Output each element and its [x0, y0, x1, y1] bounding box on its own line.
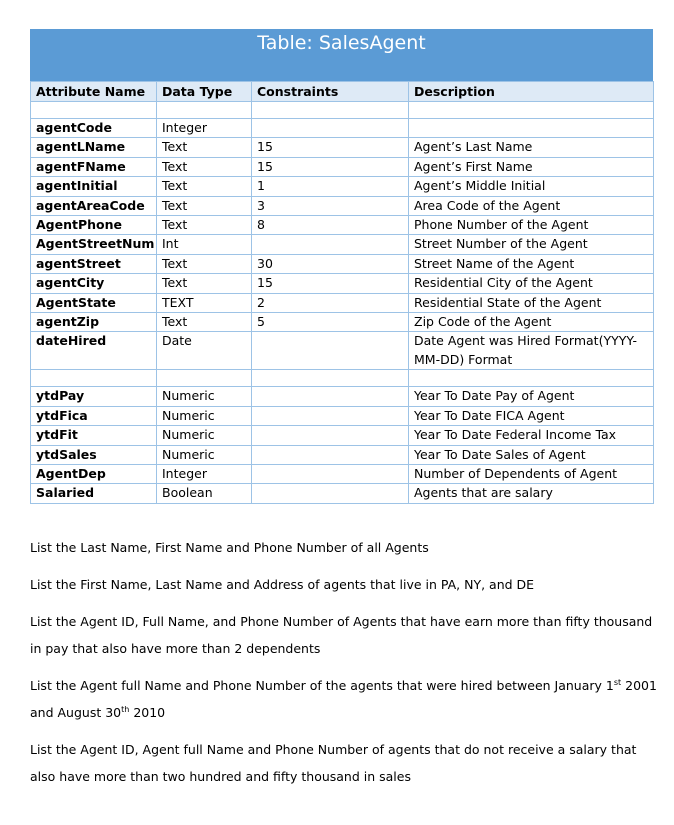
attribute-name-cell: agentLName — [31, 138, 157, 157]
constraint-cell: 1 — [252, 177, 409, 196]
description-cell: Residential State of the Agent — [409, 293, 654, 312]
description-cell: Agent’s First Name — [409, 157, 654, 176]
description-cell: Residential City of the Agent — [409, 274, 654, 293]
table-row — [31, 119, 654, 138]
data-type-cell: Text — [157, 313, 252, 332]
attribute-name-cell: Salaried — [31, 484, 157, 503]
constraint-cell — [252, 464, 409, 483]
spacer-cell — [409, 370, 654, 387]
description-cell: Street Number of the Agent — [409, 235, 654, 254]
constraint-cell: 8 — [252, 216, 409, 235]
spacer-cell — [157, 102, 252, 119]
data-type-cell: Date — [157, 332, 252, 370]
attribute-name-cell: agentCode — [31, 119, 157, 138]
description-cell: Date Agent was Hired Format(YYYY-MM-DD) Format — [409, 332, 654, 370]
attribute-name-cell: AgentStreetNum — [31, 235, 157, 254]
description-cell: Agents that are salary — [409, 484, 654, 503]
attribute-name-cell: AgentDep — [31, 464, 157, 483]
constraint-cell: 5 — [252, 313, 409, 332]
question-2: List the First Name, Last Name and Address of agents that live in PA, NY, and DE — [30, 577, 535, 592]
spacer-cell — [157, 370, 252, 387]
question-4-sup-2: th — [121, 704, 130, 714]
attribute-name-cell: ytdFit — [31, 426, 157, 445]
table-row — [31, 177, 654, 196]
attribute-name-cell: agentStreet — [31, 254, 157, 273]
spacer-row — [31, 102, 654, 119]
question-4-text-b: 2001 and August 30 — [30, 678, 657, 720]
data-type-cell: Integer — [157, 119, 252, 138]
schema-table — [30, 81, 654, 504]
description-cell: Street Name of the Agent — [409, 254, 654, 273]
header-data-type: Data Type — [157, 82, 252, 102]
attribute-name-cell: AgentPhone — [31, 216, 157, 235]
constraint-cell — [252, 235, 409, 254]
constraint-cell: 15 — [252, 157, 409, 176]
table-title: Table: SalesAgent — [30, 29, 653, 81]
attribute-name-cell: ytdFica — [31, 406, 157, 425]
data-type-cell: Integer — [157, 464, 252, 483]
table-row — [31, 464, 654, 483]
data-type-cell: Numeric — [157, 406, 252, 425]
constraint-cell — [252, 119, 409, 138]
table-row — [31, 484, 654, 503]
table-row — [31, 254, 654, 273]
attribute-name-cell: agentInitial — [31, 177, 157, 196]
attribute-name-cell: agentFName — [31, 157, 157, 176]
table-row — [31, 313, 654, 332]
spacer-cell — [31, 370, 157, 387]
attribute-name-cell: agentZip — [31, 313, 157, 332]
description-cell: Year To Date FICA Agent — [409, 406, 654, 425]
constraint-cell: 2 — [252, 293, 409, 312]
header-description: Description — [409, 82, 654, 102]
description-cell: Area Code of the Agent — [409, 196, 654, 215]
attribute-name-cell: ytdSales — [31, 445, 157, 464]
data-type-cell: Text — [157, 216, 252, 235]
table-row — [31, 138, 654, 157]
data-type-cell: Int — [157, 235, 252, 254]
constraint-cell — [252, 445, 409, 464]
constraint-cell: 15 — [252, 274, 409, 293]
attribute-name-cell: dateHired — [31, 332, 157, 370]
attribute-name-cell: ytdPay — [31, 387, 157, 406]
question-4-sup-1: st — [613, 677, 622, 687]
table-body — [31, 102, 654, 504]
question-1: List the Last Name, First Name and Phone Number of all Agents — [30, 540, 429, 555]
question-5: List the Agent ID, Agent full Name and Phone Number of agents that do not receive a salary that also have more than two hundred and fifty thousand in sales — [30, 742, 637, 784]
header-attribute-name: Attribute Name — [31, 82, 157, 102]
constraint-cell — [252, 332, 409, 370]
data-type-cell: Text — [157, 157, 252, 176]
question-3: List the Agent ID, Full Name, and Phone Number of Agents that have earn more than fifty thousand in pay that also have more than 2 dependents — [30, 614, 653, 656]
constraint-cell — [252, 426, 409, 445]
spacer-cell — [252, 370, 409, 387]
table-row — [31, 235, 654, 254]
attribute-name-cell: AgentState — [31, 293, 157, 312]
constraint-cell: 3 — [252, 196, 409, 215]
description-cell: Zip Code of the Agent — [409, 313, 654, 332]
data-type-cell: Numeric — [157, 445, 252, 464]
data-type-cell: Text — [157, 274, 252, 293]
table-row — [31, 293, 654, 312]
table-row — [31, 387, 654, 406]
table-row — [31, 274, 654, 293]
questions-list — [30, 534, 660, 800]
spacer-row — [31, 370, 654, 387]
data-type-cell: Numeric — [157, 387, 252, 406]
constraint-cell — [252, 387, 409, 406]
constraint-cell — [252, 484, 409, 503]
question-4-text-a: List the Agent full Name and Phone Number of the agents that were hired between January 1 — [30, 678, 614, 693]
data-type-cell: Text — [157, 177, 252, 196]
constraint-cell: 30 — [252, 254, 409, 273]
table-row — [31, 196, 654, 215]
attribute-name-cell: agentAreaCode — [31, 196, 157, 215]
data-type-cell: TEXT — [157, 293, 252, 312]
table-row — [31, 216, 654, 235]
data-type-cell: Text — [157, 196, 252, 215]
header-row — [31, 82, 654, 102]
description-cell: Year To Date Pay of Agent — [409, 387, 654, 406]
description-cell: Year To Date Sales of Agent — [409, 445, 654, 464]
description-cell: Phone Number of the Agent — [409, 216, 654, 235]
description-cell: Number of Dependents of Agent — [409, 464, 654, 483]
table-row — [31, 332, 654, 370]
question-4-text-c: 2010 — [129, 705, 166, 720]
table-row — [31, 445, 654, 464]
data-type-cell: Text — [157, 138, 252, 157]
description-cell: Agent’s Middle Initial — [409, 177, 654, 196]
table-row — [31, 406, 654, 425]
data-type-cell: Numeric — [157, 426, 252, 445]
description-cell: Agent’s Last Name — [409, 138, 654, 157]
constraint-cell — [252, 406, 409, 425]
table-row — [31, 426, 654, 445]
attribute-name-cell: agentCity — [31, 274, 157, 293]
spacer-cell — [31, 102, 157, 119]
header-constraints: Constraints — [252, 82, 409, 102]
description-cell: Year To Date Federal Income Tax — [409, 426, 654, 445]
table-row — [31, 157, 654, 176]
spacer-cell — [252, 102, 409, 119]
data-type-cell: Boolean — [157, 484, 252, 503]
description-cell — [409, 119, 654, 138]
spacer-cell — [409, 102, 654, 119]
constraint-cell: 15 — [252, 138, 409, 157]
question-4 — [30, 672, 660, 726]
data-type-cell: Text — [157, 254, 252, 273]
